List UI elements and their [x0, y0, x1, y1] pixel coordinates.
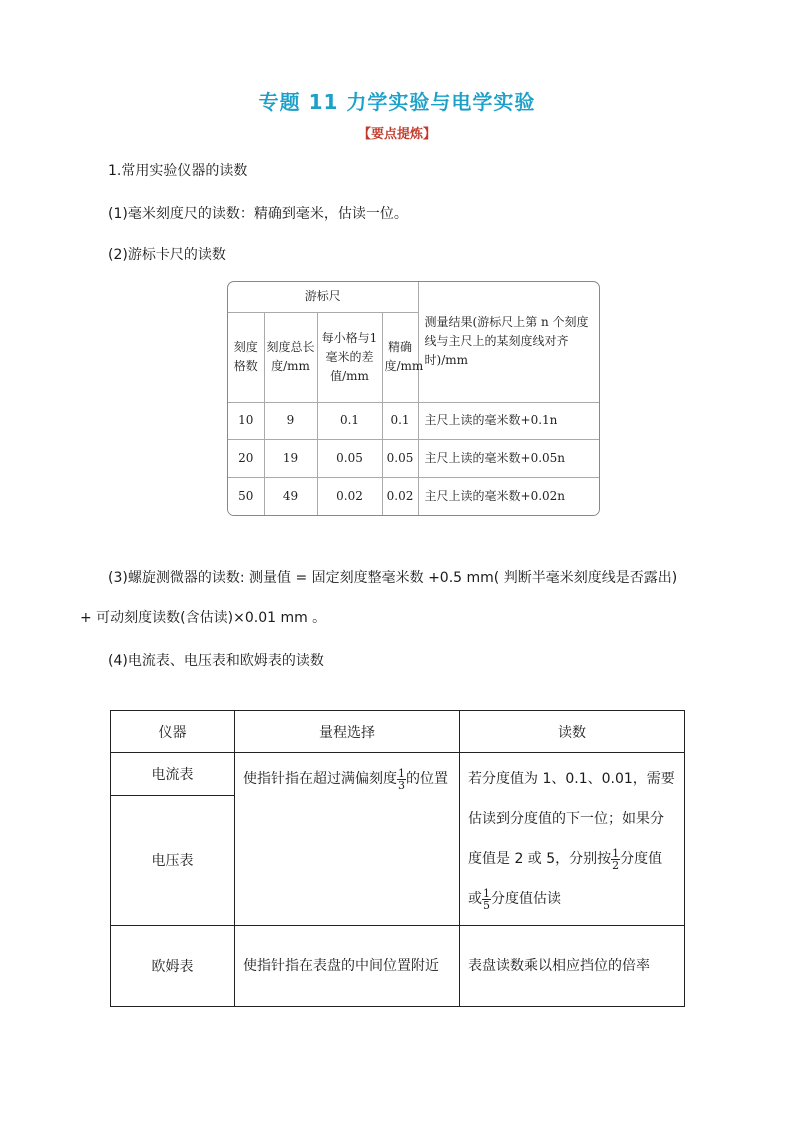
meter-header-instrument: 仪器 — [111, 711, 235, 753]
cell-divisions: 10 — [228, 402, 264, 440]
cell-precision: 0.02 — [382, 478, 418, 515]
fraction-denominator: 5 — [483, 898, 490, 912]
fraction-denominator: 2 — [612, 858, 620, 872]
vernier-header-total-length: 刻度总长度/mm — [264, 312, 317, 402]
range-text: 的位置 — [406, 771, 448, 787]
vernier-header-diff: 每小格与1毫米的差值/mm — [317, 312, 382, 402]
section-subtitle: 【要点提炼】 — [357, 127, 436, 142]
vernier-group-header: 游标尺 — [228, 282, 418, 312]
table-row — [228, 402, 599, 440]
reading-text: 分度值估读 — [491, 891, 561, 907]
table-row — [228, 478, 599, 515]
paragraph-vernier: (2)游标卡尺的读数 — [108, 247, 226, 263]
vernier-table — [227, 281, 600, 516]
fraction-one-half — [611, 848, 620, 871]
paragraph-micrometer-line2: + 可动刻度读数(含估读)×0.01 mm 。 — [80, 610, 327, 626]
fraction-one-fifth — [482, 888, 491, 911]
meter-ohmmeter: 欧姆表 — [111, 926, 235, 1007]
cell-result: 主尺上读的毫米数+0.05n — [418, 440, 599, 478]
table-row — [228, 440, 599, 478]
reading-text: 若分度值为 1、0.1、0.01，需要估读到分度值的下一位；如果分度值是 2 或 5，分别按 — [468, 771, 675, 867]
range-text: 使指针指在超过满偏刻度 — [243, 771, 397, 787]
vernier-header-result: 测量结果(游标尺上第 n 个刻度线与主尺上的某刻度线对齐时)/mm — [418, 282, 599, 402]
reading-text: 分度值或 — [468, 851, 663, 907]
meter-voltmeter: 电压表 — [111, 795, 235, 925]
cell-precision: 0.05 — [382, 440, 418, 478]
section-heading: 1.常用实验仪器的读数 — [108, 163, 248, 179]
fraction-numerator: 1 — [483, 886, 490, 900]
fraction-one-third — [397, 768, 406, 791]
meter-ohm-range: 使指针指在表盘的中间位置附近 — [235, 926, 460, 1007]
meter-header-reading: 读数 — [460, 711, 685, 753]
cell-total-length: 49 — [264, 478, 317, 515]
cell-divisions: 50 — [228, 478, 264, 515]
cell-total-length: 19 — [264, 440, 317, 478]
cell-result: 主尺上读的毫米数+0.02n — [418, 478, 599, 515]
fraction-denominator: 3 — [398, 778, 405, 792]
meter-ohm-reading: 表盘读数乘以相应挡位的倍率 — [460, 926, 685, 1007]
meter-header-range: 量程选择 — [235, 711, 460, 753]
meter-ammeter: 电流表 — [111, 753, 235, 796]
meter-av-range — [235, 753, 460, 926]
cell-diff: 0.05 — [317, 440, 382, 478]
vernier-header-divisions: 刻度格数 — [228, 312, 264, 402]
cell-precision: 0.1 — [382, 402, 418, 440]
page-title: 专题 11 力学实验与电学实验 — [258, 90, 536, 114]
paragraph-ruler: (1)毫米刻度尺的读数：精确到毫米，估读一位。 — [108, 206, 408, 222]
cell-divisions: 20 — [228, 440, 264, 478]
paragraph-meters: (4)电流表、电压表和欧姆表的读数 — [108, 653, 324, 669]
fraction-numerator: 1 — [612, 846, 620, 860]
paragraph-micrometer-line1: (3)螺旋测微器的读数: 测量值 = 固定刻度整毫米数 +0.5 mm( 判断半毫米刻度线是否露出) — [108, 570, 678, 586]
cell-result: 主尺上读的毫米数+0.1n — [418, 402, 599, 440]
cell-total-length: 9 — [264, 402, 317, 440]
fraction-numerator: 1 — [398, 766, 405, 780]
meter-av-reading — [460, 753, 685, 926]
meter-table — [110, 710, 685, 1007]
vernier-header-precision: 精确度/mm — [382, 312, 418, 402]
cell-diff: 0.02 — [317, 478, 382, 515]
cell-diff: 0.1 — [317, 402, 382, 440]
